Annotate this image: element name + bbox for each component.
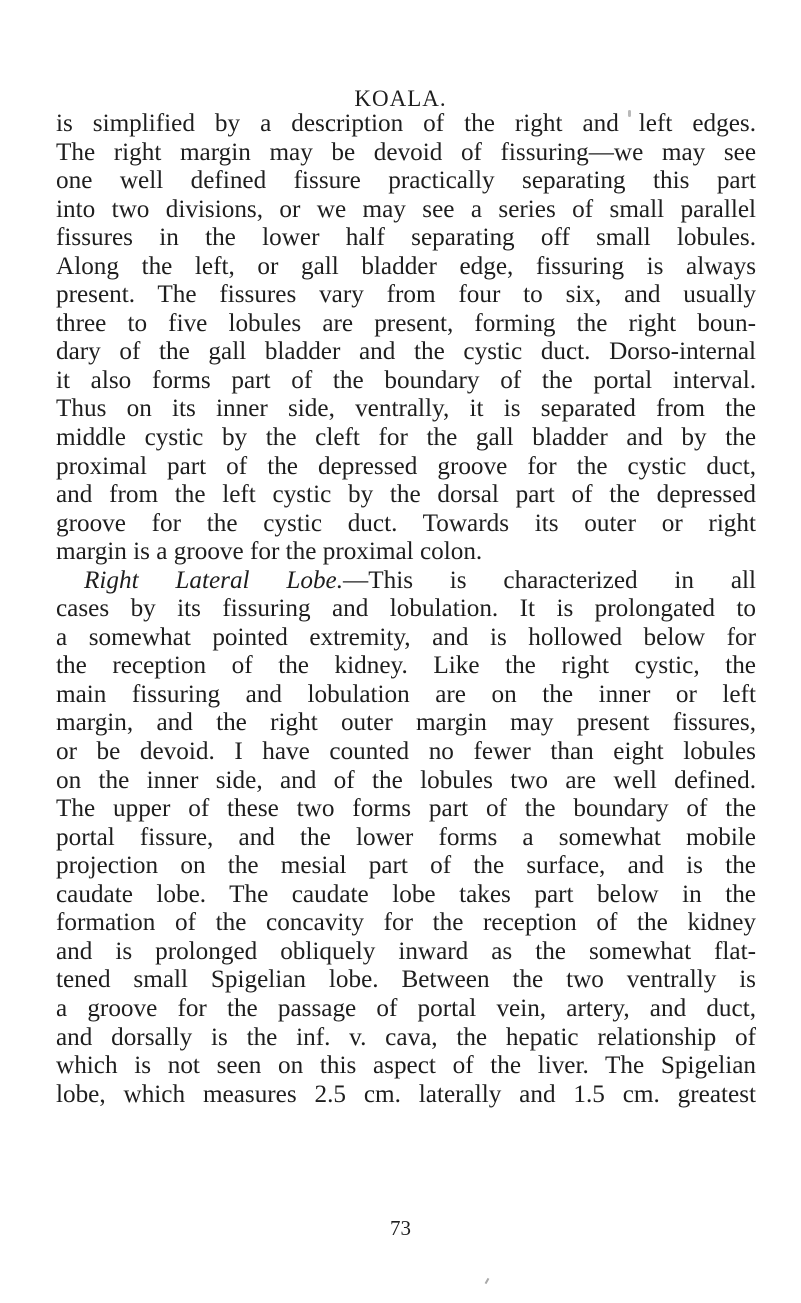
text-line: one well defined fissure practically separating this part <box>56 167 756 195</box>
text-line: cases by its fissuring and lobulation. It is prolongated to <box>56 595 756 623</box>
page-number: 73 <box>390 1216 411 1240</box>
text-line: which is not seen on this aspect of the liver. The Spigelian <box>56 1052 756 1080</box>
text-line: three to five lobules are present, forming the right boun- <box>56 309 756 337</box>
ink-mark <box>485 1278 490 1284</box>
text-line: and is prolonged obliquely inward as the somewhat flat- <box>56 937 756 965</box>
text-line: proximal part of the depressed groove for the cystic duct, <box>56 452 756 480</box>
text-line: a groove for the passage of portal vein, artery, and duct, <box>56 994 756 1022</box>
text-line: margin is a groove for the proximal colon. <box>56 538 483 566</box>
paragraph-heading-rest: —This is characterized in all <box>343 566 756 594</box>
text-line: The upper of these two forms part of the boundary of the <box>56 795 756 823</box>
text-line: and from the left cystic by the dorsal part of the depressed <box>56 481 756 509</box>
text-line: main fissuring and lobulation are on the inner or left <box>56 680 756 708</box>
text-line: present. The fissures vary from four to six, and usually <box>56 281 756 309</box>
text-line: caudate lobe. The caudate lobe takes part below in the <box>56 880 756 908</box>
text-line: into two divisions, or we may see a series of small parallel <box>56 195 756 223</box>
text-line: or be devoid. I have counted no fewer than eight lobules <box>56 738 756 766</box>
body-text <box>56 110 756 1109</box>
text-line: tened small Spigelian lobe. Between the two ventrally is <box>56 966 756 994</box>
text-line: groove for the cystic duct. Towards its outer or right <box>56 509 756 537</box>
text-line: on the inner side, and of the lobules two are well defined. <box>56 766 756 794</box>
text-line: and dorsally is the inf. v. cava, the hepatic relationship of <box>56 1023 756 1051</box>
text-line: dary of the gall bladder and the cystic duct. Dorso-internal <box>56 338 756 366</box>
paragraph-heading: Right Lateral Lobe. <box>84 566 344 594</box>
text-line: The right margin may be devoid of fissuring—we may see <box>56 138 756 166</box>
text-line: the reception of the kidney. Like the right cystic, the <box>56 652 756 680</box>
text-line: it also forms part of the boundary of the portal interval. <box>56 366 756 394</box>
text-line: margin, and the right outer margin may present fissures, <box>56 709 756 737</box>
text-line: formation of the concavity for the reception of the kidney <box>56 909 756 937</box>
text-line: is simplified by a description of the right and left edges. <box>56 110 756 137</box>
text-line: fissures in the lower half separating off small lobules. <box>56 224 756 252</box>
paragraph-heading-line <box>56 567 756 596</box>
text-line: projection on the mesial part of the surface, and is the <box>56 852 756 880</box>
running-head: KOALA. <box>354 86 447 111</box>
text-line: middle cystic by the cleft for the gall bladder and by the <box>56 424 756 452</box>
text-line: lobe, which measures 2.5 cm. laterally and 1.5 cm. greatest <box>56 1080 756 1108</box>
text-line: Thus on its inner side, ventrally, it is separated from the <box>56 395 756 423</box>
text-line: Along the left, or gall bladder edge, fissuring is always <box>56 252 756 280</box>
text-line: portal fissure, and the lower forms a somewhat mobile <box>56 823 756 851</box>
text-line: a somewhat pointed extremity, and is hollowed below for <box>56 623 756 651</box>
